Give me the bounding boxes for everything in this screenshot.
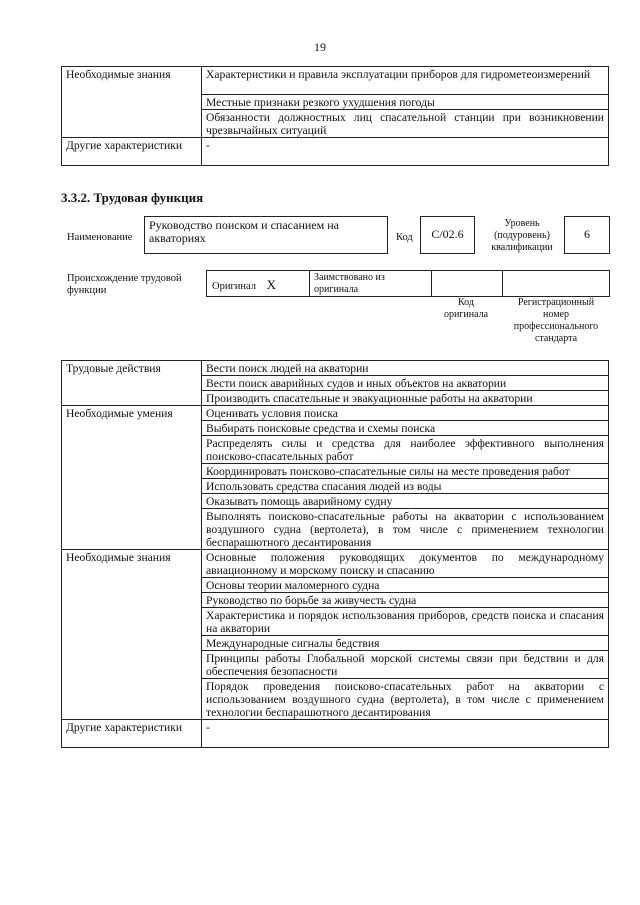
table-cell: Основы теории маломерного судна — [202, 578, 609, 593]
table-cell: Обязанности должностных лиц спасательной станции при возникновении чрезвычайных ситуаций — [202, 110, 609, 138]
table-cell: Выполнять поисково-спасательные работы на акватории с использованием воздушного судна (вертолета), в том числе с применением технологии беспарашютного десантирования — [202, 509, 609, 550]
row-header: Другие характеристики — [62, 138, 202, 166]
code-caption: Код оригинала — [443, 297, 489, 320]
table-row — [62, 361, 609, 376]
table-cell: - — [202, 720, 609, 748]
table-cell: Вести поиск аварийных судов и иных объектов на акватории — [202, 376, 609, 391]
level-label: Уровень (подуровень) квалификации — [491, 218, 553, 253]
table-cell: Порядок проведения поисково-спасательных работ на акватории с использованием воздушного судна (вертолета), в том числе с применением технологии беспарашютного десантирования — [202, 679, 609, 720]
table-cell: Характеристика и порядок использования приборов, средств поиска и спасания на акватории — [202, 608, 609, 636]
table-cell: Выбирать поисковые средства и схемы поиска — [202, 421, 609, 436]
table-cell: Вести поиск людей на акватории — [202, 361, 609, 376]
original-label: Оригинал — [212, 281, 256, 292]
original-mark: X — [266, 277, 277, 292]
table-cell: Оказывать помощь аварийному судну — [202, 494, 609, 509]
table-row — [62, 550, 609, 578]
registration-caption: Регистрационный номер профессионального стандарта — [513, 297, 599, 344]
row-header: Необходимые знания — [62, 550, 202, 720]
main-function-table — [61, 360, 609, 748]
row-header: Трудовые действия — [62, 361, 202, 406]
table-cell: Производить спасательные и эвакуационные работы на акватории — [202, 391, 609, 406]
table-cell: - — [202, 138, 609, 166]
section-heading: 3.3.2. Трудовая функция — [61, 190, 204, 205]
page-number: 19 — [314, 40, 326, 54]
table-row — [62, 138, 609, 166]
table-cell: Использовать средства спасания людей из воды — [202, 479, 609, 494]
origin-label: Происхождение трудовой функции — [67, 273, 182, 296]
table-cell: Принципы работы Глобальной морской системы связи при бедствии и для обеспечения безопасности — [202, 651, 609, 679]
table-cell: Распределять силы и средства для наиболее эффективного выполнения поисково-спасательных работ — [202, 436, 609, 464]
table-row — [62, 406, 609, 421]
table-cell: Характеристики и правила эксплуатации приборов для гидрометеоизмерений — [202, 67, 609, 95]
table-row — [62, 67, 609, 95]
top-knowledge-table — [61, 66, 609, 166]
level-value-box: 6 — [564, 216, 610, 254]
row-header: Необходимые умения — [62, 406, 202, 550]
registration-number-box — [502, 270, 610, 297]
table-cell: Руководство по борьбе за живучесть судна — [202, 593, 609, 608]
table-cell: Местные признаки резкого ухудшения погоды — [202, 95, 609, 110]
name-label: Наименование — [67, 232, 133, 243]
function-code-box: C/02.6 — [420, 216, 475, 254]
table-row — [62, 720, 609, 748]
code-label: Код — [396, 232, 413, 243]
original-code-box — [431, 270, 503, 297]
table-cell: Основные положения руководящих документов по международному авиационному и морскому поиску и спасанию — [202, 550, 609, 578]
table-cell: Координировать поисково-спасательные силы на месте проведения работ — [202, 464, 609, 479]
borrowed-box: Заимствовано из оригинала — [309, 270, 432, 297]
row-header: Необходимые знания — [62, 67, 202, 138]
table-cell: Оценивать условия поиска — [202, 406, 609, 421]
row-header: Другие характеристики — [62, 720, 202, 748]
function-name-box: Руководство поиском и спасанием на акваториях — [144, 216, 388, 254]
table-cell: Международные сигналы бедствия — [202, 636, 609, 651]
original-box — [206, 270, 310, 297]
